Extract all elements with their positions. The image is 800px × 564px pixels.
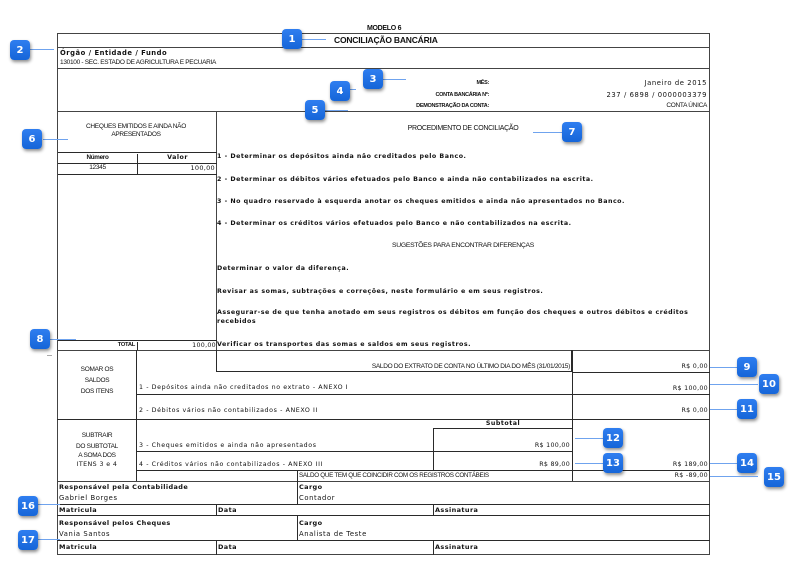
callout-13-badge: 13	[603, 453, 623, 473]
callout-12-leader	[575, 438, 603, 439]
divider-somar-subtrair	[57, 419, 710, 420]
callout-7-badge: 7	[562, 122, 582, 142]
callout-15-badge: 15	[764, 467, 784, 487]
sugestao-1: Determinar o valor da diferença.	[217, 265, 350, 272]
assinatura-divider-2	[433, 540, 434, 555]
step-3: 3 - No quadro reservado à esquerda anotar os cheques emitidos e ainda não apresentados no Banco.	[217, 198, 625, 205]
callout-17-badge: 17	[18, 530, 38, 550]
item-1-value: R$ 100,00	[672, 385, 708, 392]
callout-9-badge: 9	[737, 357, 757, 377]
resp-cheques-cargo-label: Cargo	[299, 519, 323, 527]
sugestoes-title: SUGESTÕES PARA ENCONTRAR DIFERENÇAS	[392, 242, 534, 249]
demo-value: CONTA ÚNICA	[666, 102, 707, 109]
title-box	[57, 33, 710, 48]
divider-extrato	[572, 372, 710, 373]
callout-3-badge: 3	[363, 69, 383, 89]
callout-8-badge: 8	[30, 329, 50, 349]
item-4-label: 4 - Créditos vários não contabilizados - ANEXO III	[139, 461, 323, 468]
callout-12-badge: 12	[603, 428, 623, 448]
resp-cheques-label: Responsável pelos Cheques	[59, 519, 171, 527]
callout-11-badge: 11	[737, 399, 757, 419]
step-4: 4 - Determinar os créditos vários efetuados pelo Banco e não contabilizados na escrita.	[217, 220, 572, 227]
callout-5-leader	[322, 110, 348, 111]
callout-1-leader	[300, 39, 326, 40]
callout-6-badge: 6	[22, 129, 42, 149]
procedimento-panel	[216, 111, 710, 351]
callout-15-leader	[710, 476, 758, 477]
assinatura-label-2: Assinatura	[435, 543, 479, 551]
cheques-title: CHEQUES EMITIDOS E AINDA NÃO APRESENTADOS	[86, 123, 186, 138]
callout-8-leader	[50, 339, 76, 340]
callout-13-leader	[575, 463, 603, 464]
orgao-value: 130100 - SEC. ESTADO DE AGRICULTURA E PECUARIA	[60, 59, 217, 66]
cheque-numero: 12345	[58, 164, 138, 174]
callout-10-leader	[710, 384, 758, 385]
table-row	[58, 163, 217, 175]
sugestao-2: Revisar as somas, subtrações e correções, neste formulário e em seus registros.	[217, 288, 544, 295]
data-divider-1	[216, 504, 217, 516]
resp-cheques-cargo: Analista de Teste	[299, 530, 367, 538]
subtrair-label	[58, 430, 136, 469]
callout-4-badge: 4	[330, 81, 350, 101]
info-box	[57, 68, 710, 112]
callout-5-badge: 5	[305, 100, 325, 120]
col-valor-header: Valor	[167, 154, 188, 161]
callout-2-leader	[28, 49, 54, 50]
resp-contabilidade-label: Responsável pela Contabilidade	[59, 483, 189, 491]
somar-label	[58, 364, 136, 397]
sugestao-4: Verificar os transportes das somas e saldos em seus registros.	[217, 341, 472, 348]
subtrair-label-line-3: A SOMA DOS	[78, 452, 116, 459]
cargo-divider-1	[297, 481, 298, 504]
subtotal-header: Subtotal	[485, 420, 521, 427]
data-label-1: Data	[218, 506, 237, 514]
callout-9-leader	[710, 367, 738, 368]
matricula-label-2: Matricula	[59, 543, 98, 551]
cargo-divider-2	[297, 516, 298, 540]
cheques-panel	[57, 111, 217, 351]
conta-label: CONTA BANCÁRIA Nº:	[435, 92, 489, 98]
model-label: MODELO 6	[367, 25, 402, 32]
resp-contabilidade-nome: Gabriel Borges	[59, 494, 118, 502]
item-4-subtotal: R$ 89,00	[539, 461, 570, 468]
item-2-label: 2 - Débitos vários não contabilizados - ANEXO II	[139, 407, 318, 414]
step-1: 1 - Determinar os depósitos ainda não creditados pelo Banco.	[217, 153, 467, 160]
matricula-row-1	[57, 504, 710, 516]
col-numero-header: Número	[58, 154, 138, 164]
matricula-row-2	[57, 540, 710, 541]
assinatura-label-1: Assinatura	[435, 506, 479, 514]
item-3-subtotal: R$ 100,00	[534, 442, 570, 449]
sugestao-3: Assegurar-se de que tenha anotado em seus registros os débitos em função dos cheques e outros débitos e créditos recebidos	[217, 309, 689, 325]
total-value: 100,00	[192, 342, 216, 349]
assinatura-divider-1	[433, 504, 434, 516]
callout-10-badge: 10	[759, 374, 779, 394]
data-label-2: Data	[218, 543, 237, 551]
conta-value: 237 / 6898 / 0000003379	[606, 91, 707, 99]
mes-label: MÊS:	[476, 80, 489, 86]
saldo-extrato-label: SALDO DO EXTRATO DE CONTA NO ÚLTIMO DIA DO MÊS (31/01/2015)	[371, 363, 570, 370]
callout-2-badge: 2	[10, 40, 30, 60]
resp-contabilidade-cargo-label: Cargo	[299, 483, 323, 491]
callout-17-leader	[38, 539, 60, 540]
responsaveis-section	[57, 481, 710, 555]
callout-7-leader	[533, 132, 563, 133]
subtrair-label-line-4: ITENS 3 e 4	[76, 461, 118, 468]
data-divider-2	[216, 540, 217, 555]
callout-3-leader	[380, 79, 406, 80]
somar-label-line-2: SALDOS	[84, 377, 110, 384]
item-2-value: R$ 0,00	[681, 407, 708, 414]
callout-6-leader	[43, 139, 68, 140]
subtrair-label-line-2: DO SUBTOTAL	[76, 443, 118, 450]
procedimento-title: PROCEDIMENTO DE CONCILIAÇÃO	[407, 125, 519, 132]
callout-16-badge: 16	[18, 496, 38, 516]
callout-11-leader	[710, 409, 738, 410]
somar-label-line-1: SOMAR OS	[80, 366, 114, 373]
dash-mark	[47, 355, 52, 356]
divider-item-1	[137, 394, 710, 395]
saldo-final-label: SALDO QUE TEM QUE COINCIDIR COM OS REGISTROS CONTÁBEIS	[299, 472, 489, 479]
somar-label-line-3: DOS ITENS	[80, 388, 114, 395]
resp-contabilidade-cargo: Contador	[299, 494, 336, 502]
page-title: CONCILIAÇÃO BANCÁRIA	[334, 35, 438, 45]
subtrair-label-line-1: SUBTRAIR	[81, 432, 113, 439]
item-1-label: 1 - Depósitos ainda não creditados no extrato - ANEXO I	[139, 384, 349, 391]
saldo-final-value: R$ -89,00	[674, 472, 708, 479]
saldo-extrato-value: R$ 0,00	[681, 363, 708, 370]
resp-cheques-nome: Vania Santos	[59, 530, 111, 538]
mes-value: Janeiro de 2015	[644, 79, 707, 87]
callout-14-badge: 14	[737, 453, 757, 473]
soma-3-4-value: R$ 189,00	[672, 461, 708, 468]
matricula-label-1: Matricula	[59, 506, 98, 514]
callout-14-leader	[710, 463, 738, 464]
divider-item-3	[137, 451, 573, 452]
step-2: 2 - Determinar os débitos vários efetuados pelo Banco e ainda não contabilizados na escrita.	[217, 176, 594, 183]
demo-label: DEMONSTRAÇÃO DA CONTA:	[416, 103, 489, 109]
callout-16-leader	[38, 504, 60, 505]
cheque-valor: 100,00	[190, 164, 215, 172]
orgao-box	[57, 47, 710, 69]
total-label: TOTAL	[58, 342, 138, 351]
orgao-label: Órgão / Entidade / Fundo	[60, 49, 168, 57]
callout-1-badge: 1	[282, 29, 302, 49]
item-3-label: 3 - Cheques emitidos e ainda não apresentados	[139, 442, 317, 449]
